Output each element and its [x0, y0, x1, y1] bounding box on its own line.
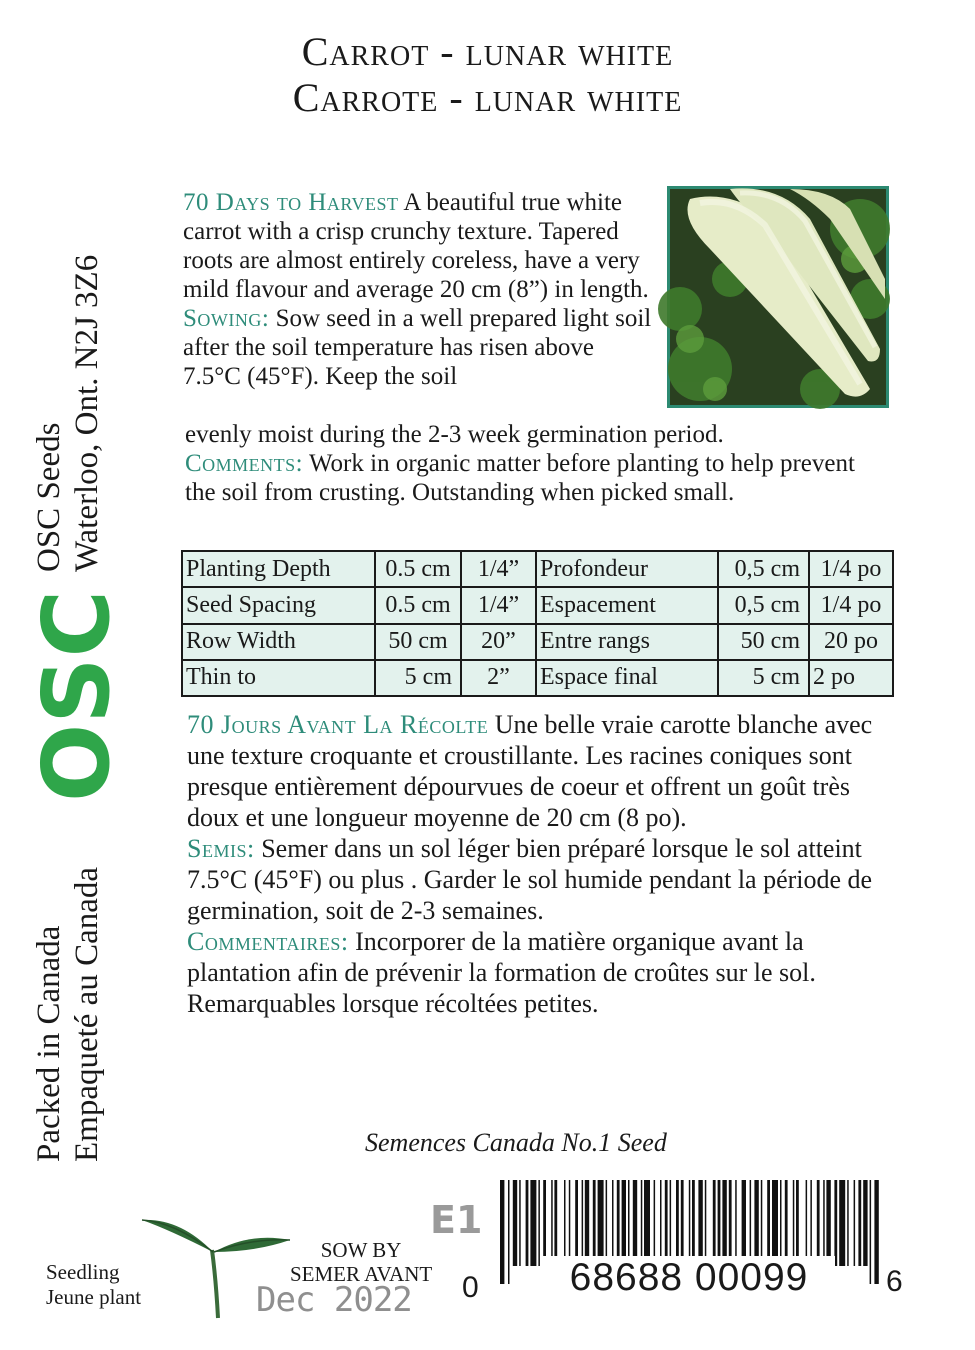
spec-metric-en: 50 cm	[375, 624, 461, 660]
title-french: Carrote - lunar white	[292, 75, 683, 120]
barcode-bar	[698, 1180, 702, 1266]
barcode-bar	[874, 1180, 878, 1284]
spec-imperial-en: 20”	[461, 624, 536, 660]
sowing-heading-fr: Semis:	[187, 834, 255, 863]
sowing-text-en-cont: evenly moist during the 2-3 week germination period.	[185, 421, 724, 448]
barcode-bar	[633, 1180, 637, 1266]
barcode-bar	[858, 1180, 861, 1266]
packed-in-block	[30, 867, 106, 1162]
carrot-photo	[667, 186, 889, 408]
company-name: OSC Seeds	[31, 422, 67, 572]
barcode-bar	[654, 1180, 656, 1266]
barcode-bar	[839, 1180, 845, 1266]
barcode-bar	[543, 1180, 546, 1266]
barcode-bar	[729, 1180, 732, 1266]
table-row	[182, 660, 893, 696]
spec-imperial-fr: 2 po	[809, 660, 893, 696]
barcode-bar	[670, 1180, 672, 1266]
barcode-bar	[585, 1180, 589, 1266]
barcode-bar	[713, 1180, 716, 1266]
english-description-cont	[185, 420, 875, 507]
barcode-bar	[513, 1180, 517, 1266]
barcode-bar	[796, 1180, 799, 1266]
sowing-text-en: Sow seed in a well prepared light soil after the soil temperature has risen above 7.5°C (45°F). Keep the soil	[183, 305, 652, 390]
barcode-bar	[575, 1180, 578, 1266]
barcode-bar	[606, 1180, 608, 1266]
barcode-bar	[551, 1180, 553, 1266]
barcode-bar	[593, 1180, 596, 1266]
comments-heading-en: Comments:	[185, 450, 304, 477]
barcode-right-digit: 6	[886, 1265, 903, 1298]
barcode-bar	[628, 1180, 630, 1266]
packed-in-canada-en: Packed in Canada	[31, 925, 67, 1162]
lot-code-stamp: E1	[430, 1198, 483, 1242]
carrot-image	[670, 189, 886, 405]
barcode-bar	[676, 1180, 679, 1266]
seedling-label-fr: Jeune plant	[46, 1285, 142, 1309]
english-description	[183, 188, 653, 391]
barcode-bar	[500, 1180, 504, 1284]
spec-imperial-en: 2”	[461, 660, 536, 696]
sow-by-date-stamp: Dec 2022	[256, 1280, 412, 1320]
company-address: Waterloo, Ont. N2J 3Z6	[69, 254, 105, 572]
sowing-heading-en: Sowing:	[183, 305, 270, 332]
spec-imperial-fr: 1/4 po	[809, 587, 893, 623]
table-row	[182, 587, 893, 623]
barcode-bar	[622, 1180, 626, 1266]
barcode-bar	[847, 1180, 849, 1266]
barcode-bar	[863, 1180, 867, 1266]
comments-text-en: Work in organic matter before planting to help prevent the soil from crusting. Outstanding when picked small.	[185, 450, 855, 506]
barcode-bar	[785, 1180, 788, 1266]
spec-metric-en: 0.5 cm	[375, 551, 461, 587]
barcode-bar	[754, 1180, 758, 1266]
barcode-bar	[826, 1180, 830, 1266]
spec-imperial-fr: 1/4 po	[809, 551, 893, 587]
sowing-text-fr: Semer dans un sol léger bien préparé lorsque le sol atteint 7.5°C (45°F) ou plus . Garder le sol humide pendant la période de germination, soit de 2-3 semaines.	[187, 834, 873, 925]
packed-in-canada-fr: Empaqueté au Canada	[69, 866, 105, 1162]
barcode-bar	[681, 1180, 684, 1266]
barcode-bar	[644, 1180, 650, 1266]
spec-metric-en: 5 cm	[375, 660, 461, 696]
barcode-bar	[598, 1180, 604, 1266]
barcode-bar	[641, 1180, 643, 1266]
barcode-bar	[582, 1180, 584, 1266]
harvest-heading-en: 70 Days to Harvest	[183, 189, 399, 216]
harvest-text-fr: Une belle vraie carotte blanche avec une texture croquante et croustillante. Les racines coniques sont presque entièrement dépourvues de coeur et offrent un goût très doux et une longueur moyenne de 20 cm (8 po).	[187, 710, 873, 832]
barcode-bar	[793, 1180, 795, 1266]
spec-label-en: Row Width	[182, 624, 375, 660]
seedling-label-en: Seedling	[46, 1260, 120, 1284]
barcode-bar	[817, 1180, 820, 1266]
seed-grade: Semences Canada No.1 Seed	[365, 1128, 667, 1157]
barcode-bar	[718, 1180, 721, 1266]
spec-label-en: Thin to	[182, 660, 375, 696]
spec-metric-en: 0.5 cm	[375, 587, 461, 623]
spec-metric-fr: 50 cm	[718, 624, 809, 660]
logo-text: OSC	[23, 590, 130, 802]
barcode-bar	[705, 1180, 707, 1266]
spec-label-en: Planting Depth	[182, 551, 375, 587]
barcode-bar	[750, 1180, 752, 1266]
spec-metric-fr: 0,5 cm	[718, 587, 809, 623]
spec-label-en: Seed Spacing	[182, 587, 375, 623]
barcode-bar	[780, 1180, 782, 1266]
seedling-label	[46, 1260, 141, 1310]
barcode-bar	[554, 1180, 557, 1266]
table-row	[182, 551, 893, 587]
harvest-text-en: A beautiful true white carrot with a crisp crunchy texture. Tapered roots are almost entirely coreless, have a very mild flavour and average 20 cm (8”) in length.	[183, 189, 649, 303]
comments-heading-fr: Commentaires:	[187, 927, 349, 956]
barcode-bar	[806, 1180, 808, 1266]
barcode-bar	[772, 1180, 778, 1266]
barcode-bar	[612, 1180, 614, 1266]
barcode-bar	[810, 1180, 812, 1266]
barcode-bar	[660, 1180, 662, 1266]
harvest-heading-fr: 70 Jours Avant La Récolte	[187, 710, 489, 739]
barcode-bar	[854, 1180, 856, 1266]
sow-by-label	[290, 1238, 432, 1286]
barcode-bar	[742, 1180, 746, 1266]
barcode-bar	[617, 1180, 620, 1266]
planting-specs-table	[181, 550, 894, 697]
title-english: Carrot - lunar white	[301, 29, 674, 74]
barcode-bar	[519, 1180, 521, 1266]
barcode-bar	[870, 1180, 872, 1284]
barcode-bar	[722, 1180, 726, 1266]
sow-by-fr: SEMER AVANT	[290, 1262, 433, 1286]
barcode-bar	[761, 1180, 763, 1266]
barcode-bar	[538, 1180, 540, 1266]
barcode-bar	[508, 1180, 510, 1284]
company-address-block	[30, 255, 106, 572]
spec-label-fr: Entre rangs	[536, 624, 718, 660]
barcode-bar	[767, 1180, 770, 1266]
sow-by-en: SOW BY	[320, 1238, 402, 1262]
table-row	[182, 624, 893, 660]
barcode-bar	[569, 1180, 571, 1266]
spec-imperial-en: 1/4”	[461, 587, 536, 623]
barcode-digits: 68688 00099	[543, 1256, 835, 1300]
barcode-bar	[530, 1180, 536, 1266]
barcode-bar	[735, 1180, 737, 1266]
spec-imperial-fr: 20 po	[809, 624, 893, 660]
barcode-bar	[526, 1180, 529, 1266]
spec-imperial-en: 1/4”	[461, 551, 536, 587]
spec-metric-fr: 0,5 cm	[718, 551, 809, 587]
spec-label-fr: Espacement	[536, 587, 718, 623]
barcode-bar	[665, 1180, 668, 1266]
barcode-bar	[564, 1180, 566, 1266]
french-description	[187, 709, 887, 1019]
spec-label-fr: Profondeur	[536, 551, 718, 587]
spec-label-fr: Espace final	[536, 660, 718, 696]
barcode-bar	[823, 1180, 825, 1266]
osc-logo	[23, 590, 130, 802]
barcode-left-digit: 0	[462, 1271, 479, 1304]
barcode-bar	[834, 1180, 837, 1266]
comments-text-fr: Incorporer de la matière organique avant la plantation afin de prévenir la formation de croûtes sur le sol. Remarquables lorsque récoltées petites.	[187, 927, 816, 1018]
spec-metric-fr: 5 cm	[718, 660, 809, 696]
